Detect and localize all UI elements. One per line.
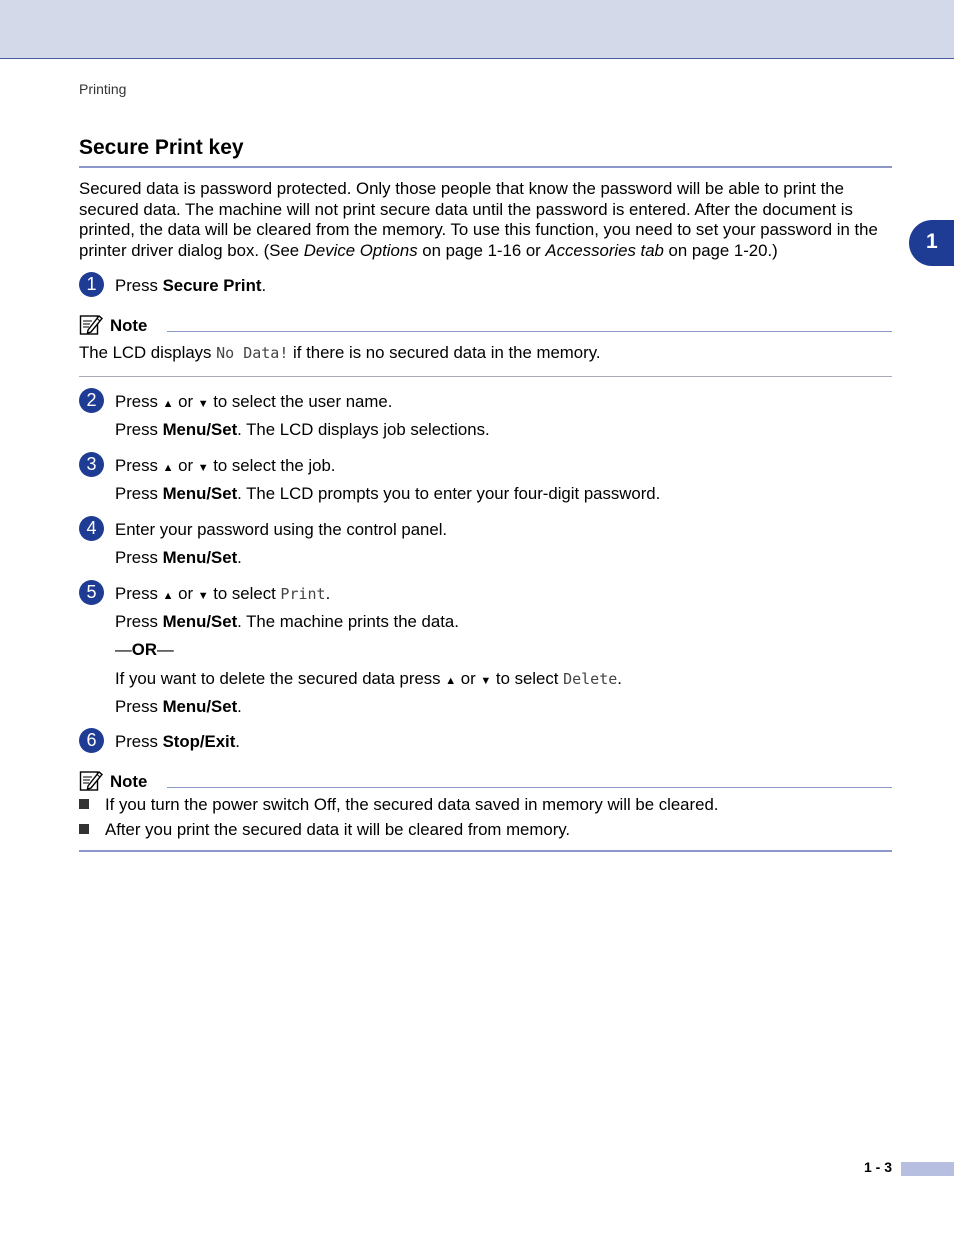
note-rule	[167, 331, 892, 332]
step-number: 2	[79, 388, 104, 413]
down-arrow-icon: ▼	[197, 398, 209, 410]
down-arrow-icon: ▼	[197, 462, 209, 474]
bullet-square-icon	[79, 824, 89, 834]
chapter-tab	[909, 220, 954, 266]
step-2-line-b: Press Menu/Set. The LCD displays job selections.	[115, 420, 490, 439]
note-label: Note	[110, 772, 148, 791]
chapter-number: 1	[926, 230, 938, 253]
note-rule	[167, 787, 892, 788]
note-1-text: The LCD displays No Data! if there is no secured data in the memory.	[79, 343, 601, 362]
up-arrow-icon: ▲	[445, 675, 457, 687]
ref-accessories-tab: Accessories tab	[545, 240, 664, 260]
step-4-line-a: Enter your password using the control panel.	[115, 520, 448, 539]
note-pencil-icon	[79, 768, 103, 792]
step-number: 5	[79, 580, 104, 605]
step-number: 6	[79, 728, 104, 753]
step-5-line-b: Press Menu/Set. The machine prints the data.	[115, 612, 459, 631]
step-3-line-a: Press ▲ or ▼ to select the job.	[115, 456, 336, 475]
note-bullet: If you turn the power switch Off, the secured data saved in memory will be cleared.	[79, 795, 718, 815]
down-arrow-icon: ▼	[480, 675, 492, 687]
step-number: 1	[79, 272, 104, 297]
up-arrow-icon: ▲	[162, 462, 174, 474]
step-5-line-a: Press ▲ or ▼ to select Print.	[115, 584, 331, 603]
step-1-text: Press Secure Print.	[115, 276, 267, 295]
note-pencil-icon	[79, 312, 103, 336]
up-arrow-icon: ▲	[162, 590, 174, 602]
ref-device-options: Device Options	[303, 240, 418, 260]
intro-paragraph: Secured data is password protected. Only those people that know the password will be able to print the secured data. The machine will not print secure data until the password is entered. After the document is printed, the data will be cleared from the memory. To use this function, you need to set your password in the printer driver dialog box. (See Device Options on page 1-16 or Accessories tab on page 1-20.)	[79, 179, 878, 260]
note-bullet: After you print the secured data it will be cleared from memory.	[79, 820, 570, 840]
step-3-line-b: Press Menu/Set. The LCD prompts you to enter your four-digit password.	[115, 484, 661, 503]
step-number: 3	[79, 452, 104, 477]
step-5-line-d: Press Menu/Set.	[115, 697, 242, 716]
step-6-text: Press Stop/Exit.	[115, 732, 240, 751]
note-end-rule	[79, 376, 892, 377]
note-end-rule	[79, 850, 892, 852]
step-number: 4	[79, 516, 104, 541]
footer-bar	[901, 1162, 954, 1176]
step-4-line-b: Press Menu/Set.	[115, 548, 242, 567]
header-band	[0, 0, 954, 59]
step-5-line-c: If you want to delete the secured data press ▲ or ▼ to select Delete.	[115, 669, 622, 688]
or-separator: —OR—	[115, 640, 174, 659]
down-arrow-icon: ▼	[197, 590, 209, 602]
note-label: Note	[110, 316, 148, 335]
step-2-line-a: Press ▲ or ▼ to select the user name.	[115, 392, 393, 411]
bullet-square-icon	[79, 799, 89, 809]
section-title: Secure Print key	[79, 136, 244, 159]
up-arrow-icon: ▲	[162, 398, 174, 410]
page-number: 1 - 3	[864, 1159, 893, 1175]
running-head: Printing	[79, 81, 127, 97]
title-rule	[79, 166, 892, 168]
